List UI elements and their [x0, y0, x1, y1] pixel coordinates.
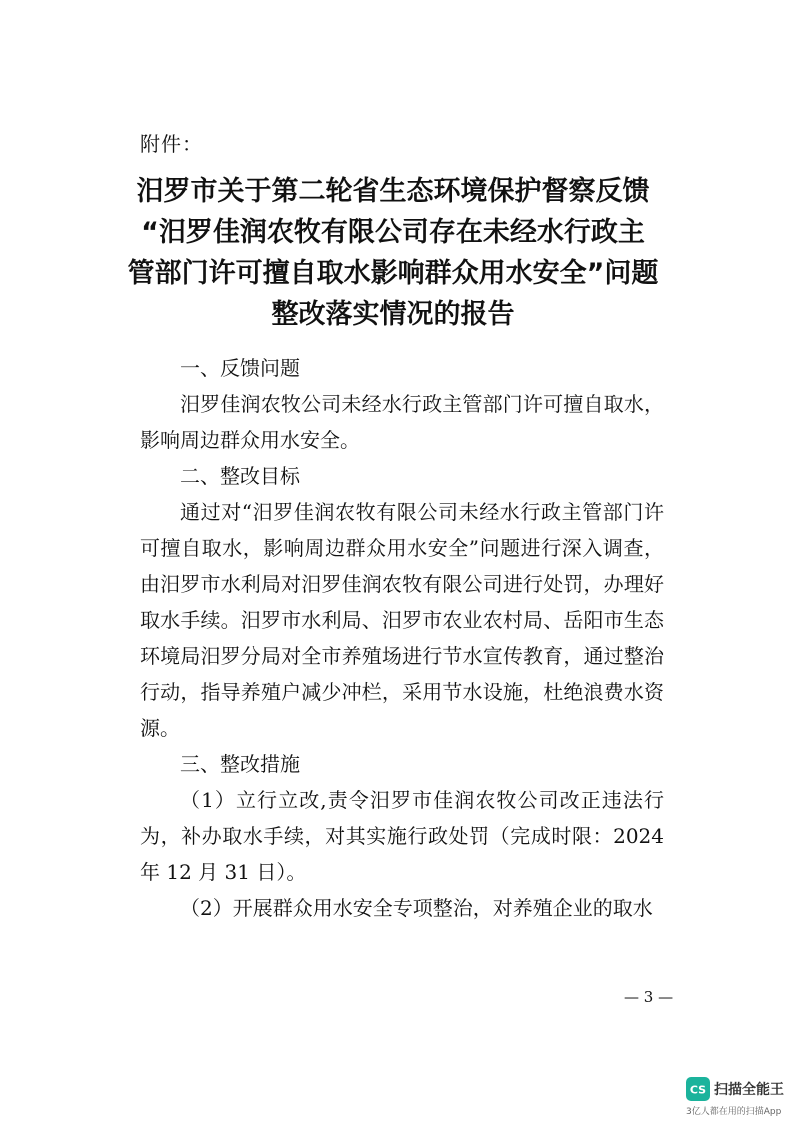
- title-line: 整改落实情况的报告: [271, 299, 515, 330]
- section-heading-problem: 一、反馈问题: [180, 356, 300, 380]
- attachment-label: 附件：: [140, 132, 203, 156]
- section-heading-goal: 二、整改目标: [180, 464, 300, 488]
- title-line: 管部门许可擅自取水影响群众用水安全”问题: [127, 258, 659, 289]
- scanner-watermark: [686, 1077, 786, 1117]
- document-title: [110, 171, 676, 335]
- problem-paragraph: 汨罗佳润农牧公司未经水行政主管部门许可擅自取水，影响周边群众用水安全。: [140, 392, 664, 452]
- camscanner-logo-icon: [686, 1077, 710, 1101]
- title-line: 汨罗市关于第二轮省生态环境保护督察反馈: [136, 176, 650, 207]
- measure-2-paragraph: （2）开展群众用水安全专项整治，对养殖企业的取水: [180, 896, 653, 920]
- section-heading-measures: 三、整改措施: [180, 752, 300, 776]
- title-line: “汨罗佳润农牧有限公司存在未经水行政主: [141, 217, 645, 248]
- page-number: — 3 —: [624, 988, 674, 1006]
- measure-1-paragraph: （1）立行立改,责令汨罗市佳润农牧公司改正违法行为，补办取水手续，对其实施行政处罚（完成时限：2024 年 12 月 31 日）。: [140, 788, 664, 884]
- document-body: [140, 350, 664, 926]
- app-slogan: 3亿人都在用的扫描App: [686, 1107, 782, 1117]
- logo-text: CS: [689, 1083, 707, 1097]
- app-name: 扫描全能王: [714, 1082, 784, 1098]
- goal-paragraph: 通过对“汨罗佳润农牧有限公司未经水行政主管部门许可擅自取水，影响周边群众用水安全”问题进行深入调查，由汨罗市水利局对汨罗佳润农牧有限公司进行处罚，办理好取水手续。汨罗市水利局、汨罗市农业农村局、岳阳市生态环境局汨罗分局对全市养殖场进行节水宣传教育，通过整治行动，指导养殖户减少冲栏，采用节水设施，杜绝浪费水资源。: [140, 500, 664, 740]
